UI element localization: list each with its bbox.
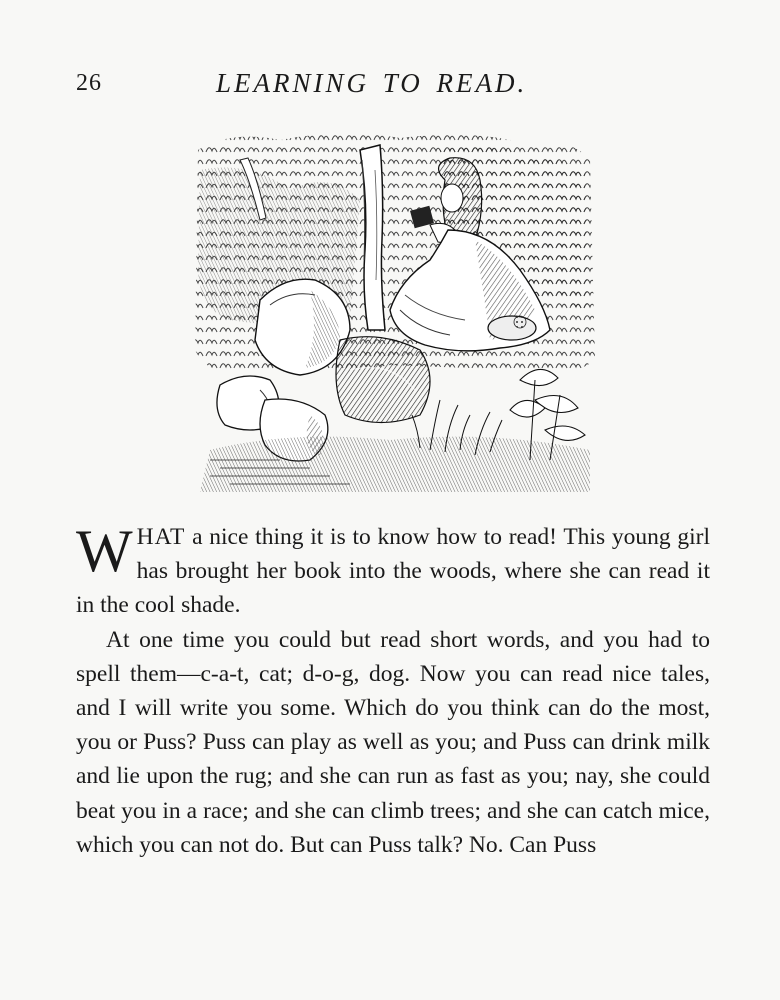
paragraph-2: At one time you could but read short words, and you had to spell them—c-a-t, cat; d-o-g, dog. Now you can read nice tales, and I will write you some. Which do you think can do the most, you or Puss? Puss can play as well as you; and Puss can drink milk and lie upon the rug; and she can run as fast as you; nay, she could beat you in a race; and she can climb trees; and she can catch mice, which you can not do. But can Puss talk? No. Can Puss	[76, 626, 710, 858]
page-header	[76, 66, 708, 106]
girl-reading-engraving-icon	[190, 130, 600, 495]
running-title: LEARNING TO READ.	[216, 68, 528, 98]
paragraph-1	[76, 520, 710, 623]
page-number: 26	[76, 70, 102, 96]
lead-caps: HAT	[136, 524, 186, 550]
paragraph-1-text: a nice thing it is to know how to read! This young girl has brought her book into the woods, where she can read it in the cool shade.	[76, 524, 710, 619]
drop-cap: W	[76, 518, 131, 584]
body-text	[76, 520, 710, 862]
engraving-illustration	[190, 130, 600, 495]
